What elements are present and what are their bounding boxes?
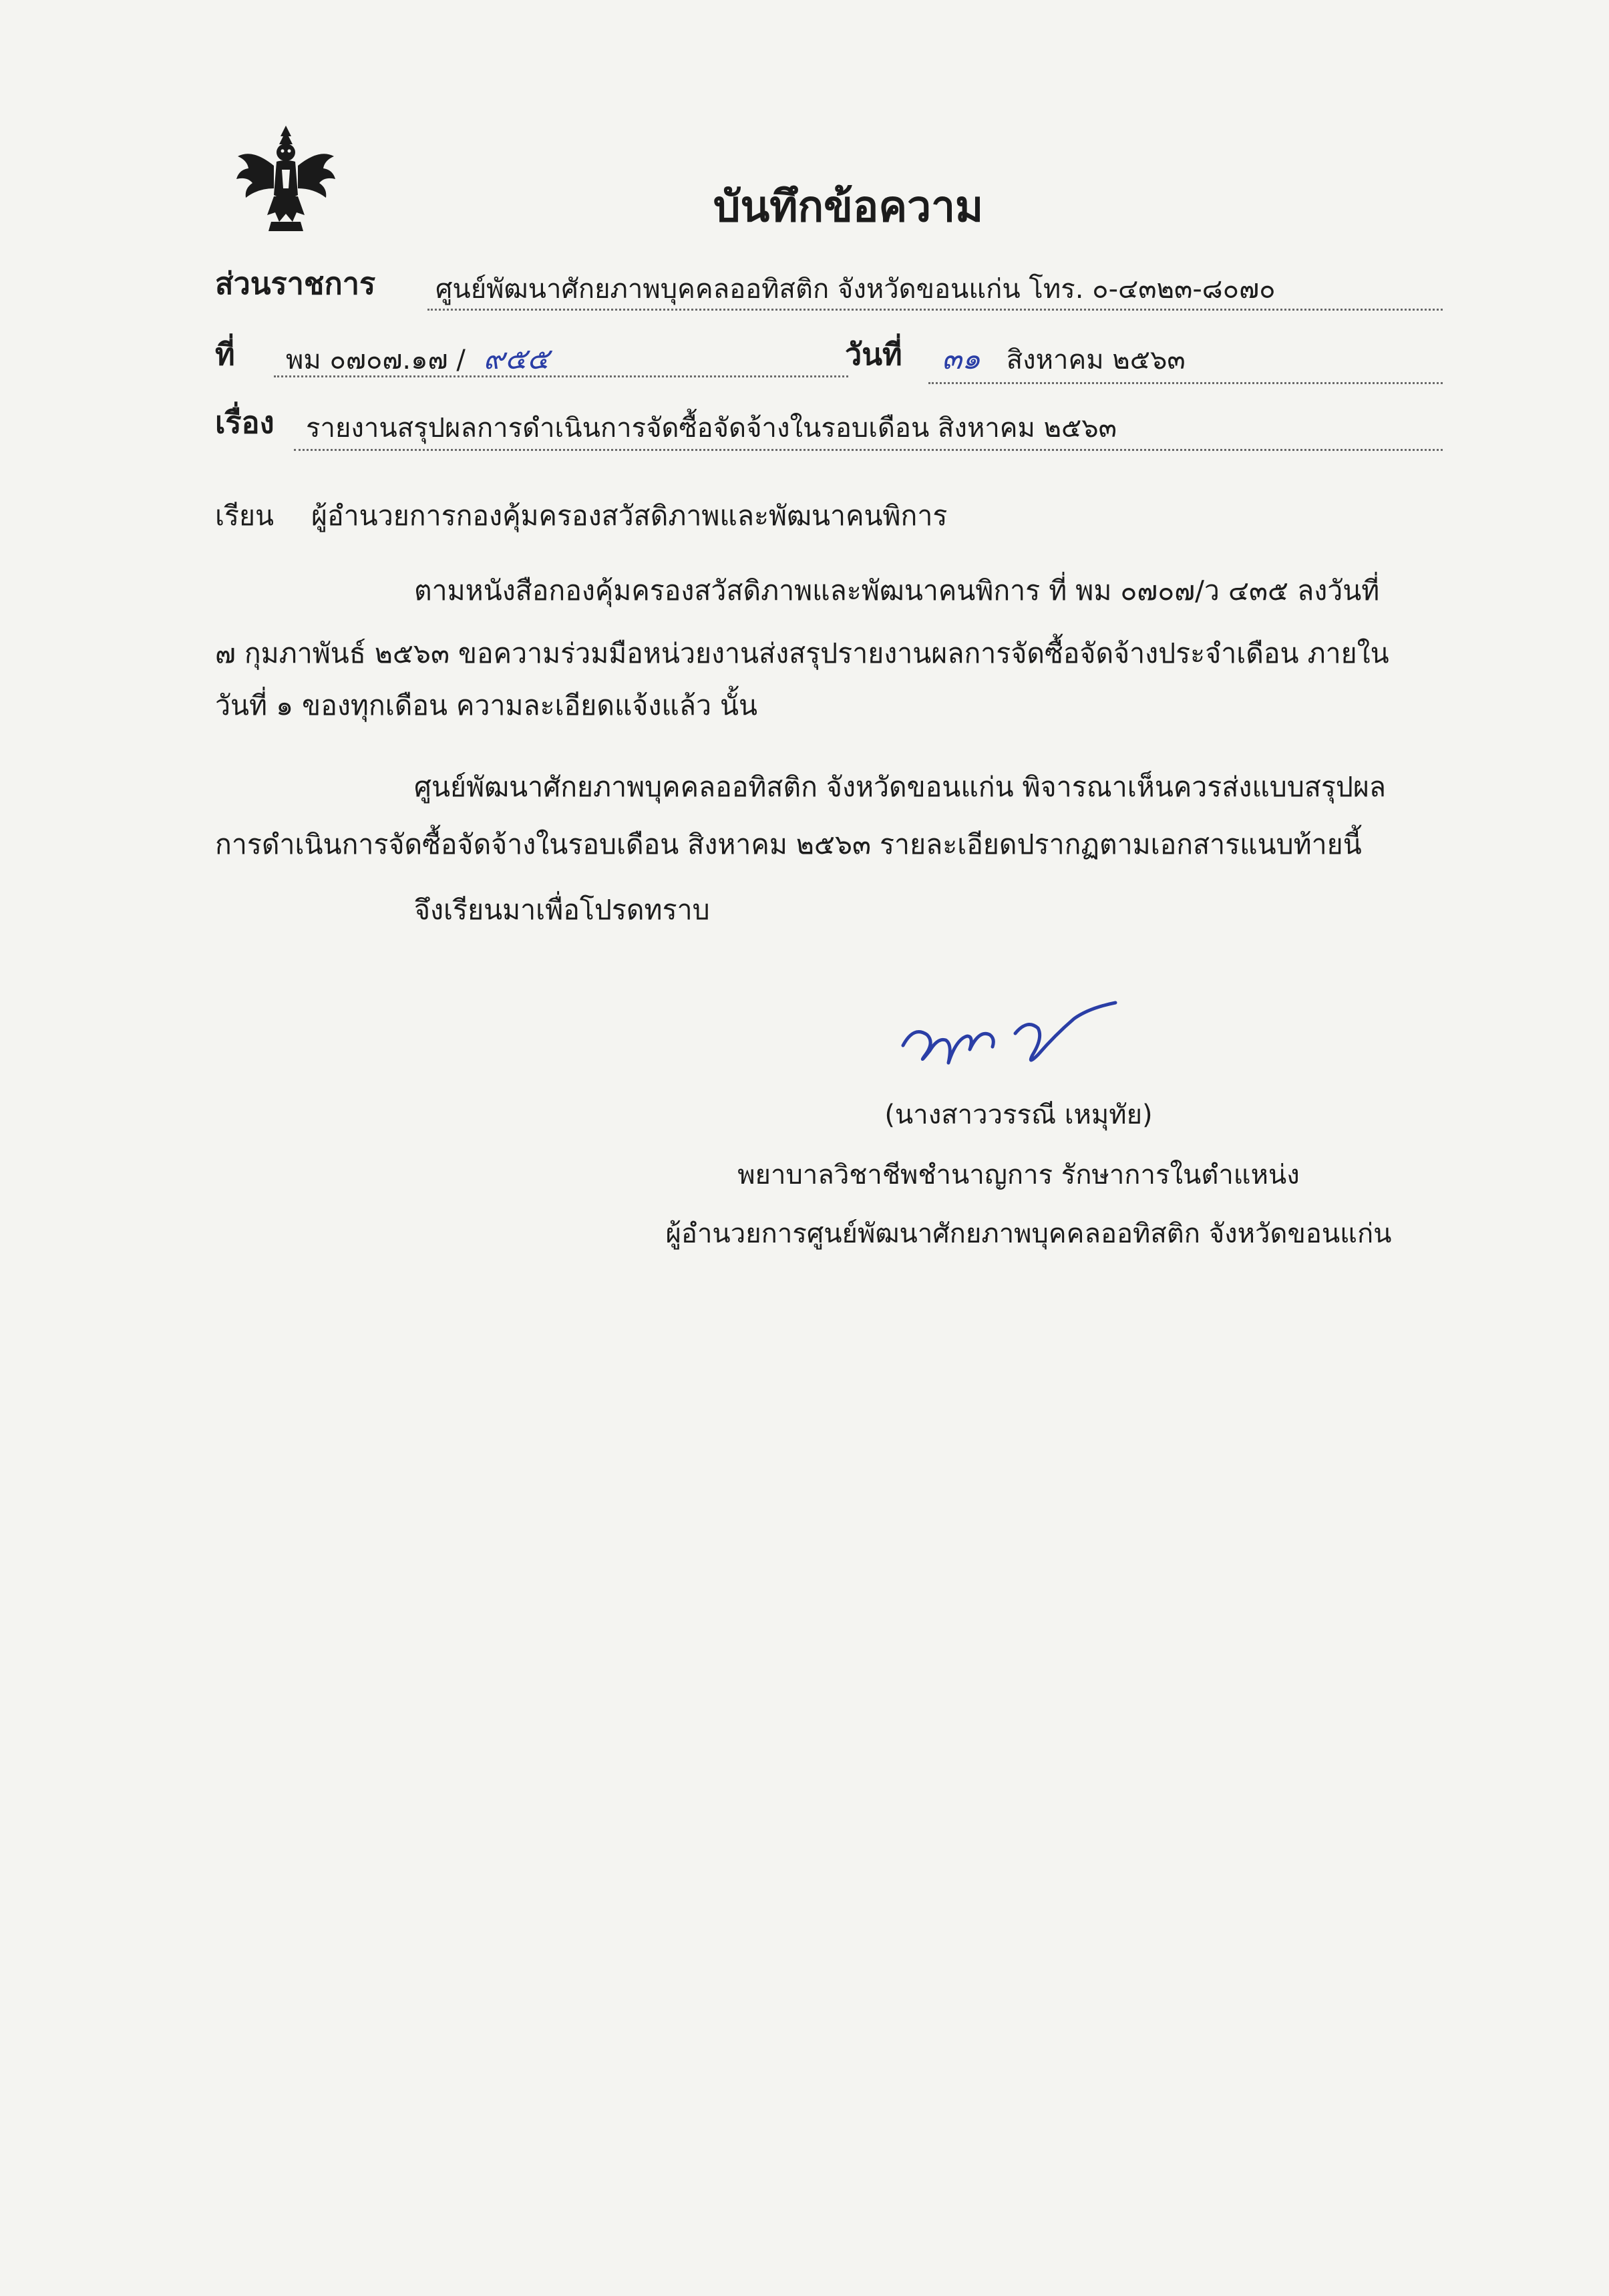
date-underline	[928, 382, 1443, 384]
signatory-position-2: ผู้อำนวยการศูนย์พัฒนาศักยภาพบุคคลออทิสติก จังหวัดขอนแก่น	[665, 1218, 1392, 1249]
memo-title: บันทึกข้อความ	[713, 182, 984, 232]
subject-value: รายงานสรุปผลการดำเนินการจัดซื้อจัดจ้างในรอบเดือน สิงหาคม ๒๕๖๓	[306, 413, 1117, 444]
date-month-year: สิงหาคม ๒๕๖๓	[1006, 345, 1186, 375]
subject-label: เรื่อง	[215, 405, 275, 440]
signatory-position-1: พยาบาลวิชาชีพชำนาญการ รักษาการในตำแหน่ง	[737, 1160, 1300, 1190]
department-underline	[427, 309, 1443, 311]
paragraph2-line: การดำเนินการจัดซื้อจัดจ้างในรอบเดือน สิงหาคม ๒๕๖๓ รายละเอียดปรากฏตามเอกสารแนบท้ายนี้	[215, 828, 1362, 860]
ref-underline	[274, 375, 848, 377]
department-value: ศูนย์พัฒนาศักยภาพบุคคลออทิสติก จังหวัดขอนแก่น โทร. ๐-๔๓๒๓-๘๐๗๐	[435, 274, 1276, 305]
salutation-label: เรียน	[215, 500, 275, 532]
paragraph1-line: ๗ กุมภาพันธ์ ๒๕๖๓ ขอความร่วมมือหน่วยงานส่งสรุปรายงานผลการจัดซื้อจัดจ้างประจำเดือน ภายใน	[215, 637, 1389, 669]
garuda-emblem-icon	[232, 122, 339, 235]
subject-underline	[294, 449, 1443, 451]
date-label-wrap	[845, 330, 902, 378]
handwritten-signature	[895, 999, 1135, 1086]
department-row	[215, 259, 375, 307]
ref-label-wrap	[215, 330, 235, 378]
subject-label-wrap	[215, 398, 275, 446]
signatory-name: (นางสาววรรณี เหมุทัย)	[884, 1100, 1153, 1130]
ref-number-handwritten: ๙๕๕	[483, 342, 550, 376]
closing-line: จึงเรียนมาเพื่อโปรดทราบ	[414, 894, 710, 926]
paragraph1-line: วันที่ ๑ ของทุกเดือน ความละเอียดแจ้งแล้ว นั้น	[215, 689, 758, 721]
paragraph1-line: ตามหนังสือกองคุ้มครองสวัสดิภาพและพัฒนาคนพิการ ที่ พม ๐๗๐๗/ว ๔๓๕ ลงวันที่	[414, 575, 1380, 607]
date-value	[942, 335, 1186, 382]
date-label: วันที่	[845, 337, 902, 372]
salutation-value: ผู้อำนวยการกองคุ้มครองสวัสดิภาพและพัฒนาคนพิการ	[311, 500, 948, 532]
ref-label: ที่	[215, 337, 235, 372]
ref-number-printed: พม ๐๗๐๗.๑๗ /	[286, 345, 466, 375]
date-day-handwritten: ๓๑	[942, 342, 981, 376]
paragraph2-line: ศูนย์พัฒนาศักยภาพบุคคลออทิสติก จังหวัดขอนแก่น พิจารณาเห็นควรส่งแบบสรุปผล	[414, 771, 1387, 803]
department-label: ส่วนราชการ	[215, 266, 376, 301]
